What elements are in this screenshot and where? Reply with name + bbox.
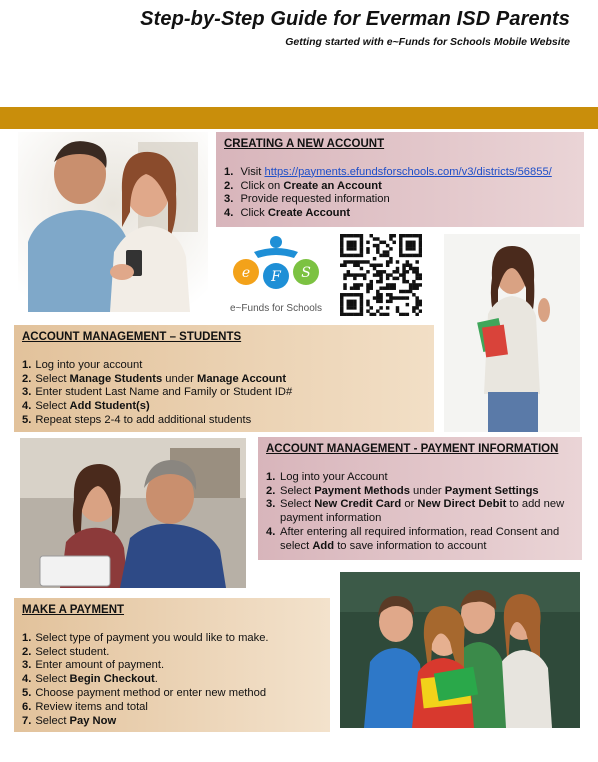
create-account-heading: CREATING A NEW ACCOUNT — [224, 138, 385, 150]
list-item: 4. After entering all required information, read Consent and select Add to save information to account — [266, 525, 560, 552]
list-item: 1. Log into your account — [22, 358, 143, 371]
students-section — [14, 325, 434, 432]
couple-tablet-photo — [20, 438, 246, 588]
students-group-photo — [340, 572, 580, 728]
list-item: 3. Enter student Last Name and Family or Student ID# — [22, 386, 293, 399]
list-item: 4. Click Create Account — [224, 207, 351, 220]
qr-code-icon — [340, 234, 422, 316]
list-item: 3. Select New Credit Card or New Direct Debit to add new payment information — [266, 498, 565, 525]
list-item: 1. Log into your Account — [266, 470, 388, 483]
page-title: Step-by-Step Guide for Everman ISD Parents — [140, 8, 570, 30]
make-payment-heading: MAKE A PAYMENT — [22, 604, 125, 616]
efunds-logo — [224, 232, 328, 314]
list-item: 2. Select student. — [22, 645, 110, 658]
list-item: 3. Provide requested information — [224, 193, 390, 206]
create-account-section — [216, 132, 584, 227]
list-item: 5. Choose payment method or enter new method — [22, 686, 267, 699]
students-heading: ACCOUNT MANAGEMENT – STUDENTS — [22, 331, 242, 343]
list-item: 5. Repeat steps 2-4 to add additional students — [22, 413, 252, 426]
page-subtitle: Getting started with e~Funds for Schools Mobile Website — [285, 36, 570, 48]
header-divider-bar — [0, 107, 598, 129]
make-payment-section — [14, 598, 330, 732]
list-item: 2. Select Manage Students under Manage Account — [22, 372, 287, 385]
payment-info-section — [258, 437, 582, 560]
list-item: 7. Select Pay Now — [22, 714, 117, 727]
svg-text:S: S — [301, 265, 311, 281]
svg-text:e: e — [241, 265, 251, 281]
list-item: 1. Visit https://payments.efundsforschools.com/v3/districts/56855/ — [224, 165, 552, 178]
efunds-logo-caption: e~Funds for Schools — [230, 303, 322, 314]
list-item: 1. Select type of payment you would like to make. — [22, 631, 269, 644]
student-girl-photo — [444, 234, 580, 432]
list-item: 2. Click on Create an Account — [224, 179, 382, 192]
couple-photo — [18, 132, 208, 312]
list-item: 2. Select Payment Methods under Payment Settings — [266, 484, 539, 497]
efs-logo-icon — [224, 232, 328, 294]
efunds-district-link[interactable]: https://payments.efundsforschools.com/v3/districts/56855/ — [264, 165, 552, 178]
svg-text:F: F — [271, 269, 281, 285]
payment-info-heading: ACCOUNT MANAGEMENT - PAYMENT INFORMATION — [266, 443, 559, 455]
list-item: 3. Enter amount of payment. — [22, 659, 165, 672]
list-item: 4. Select Begin Checkout. — [22, 673, 158, 686]
list-item: 4. Select Add Student(s) — [22, 400, 150, 413]
qr-code[interactable] — [340, 234, 422, 316]
list-item: 6. Review items and total — [22, 700, 148, 713]
